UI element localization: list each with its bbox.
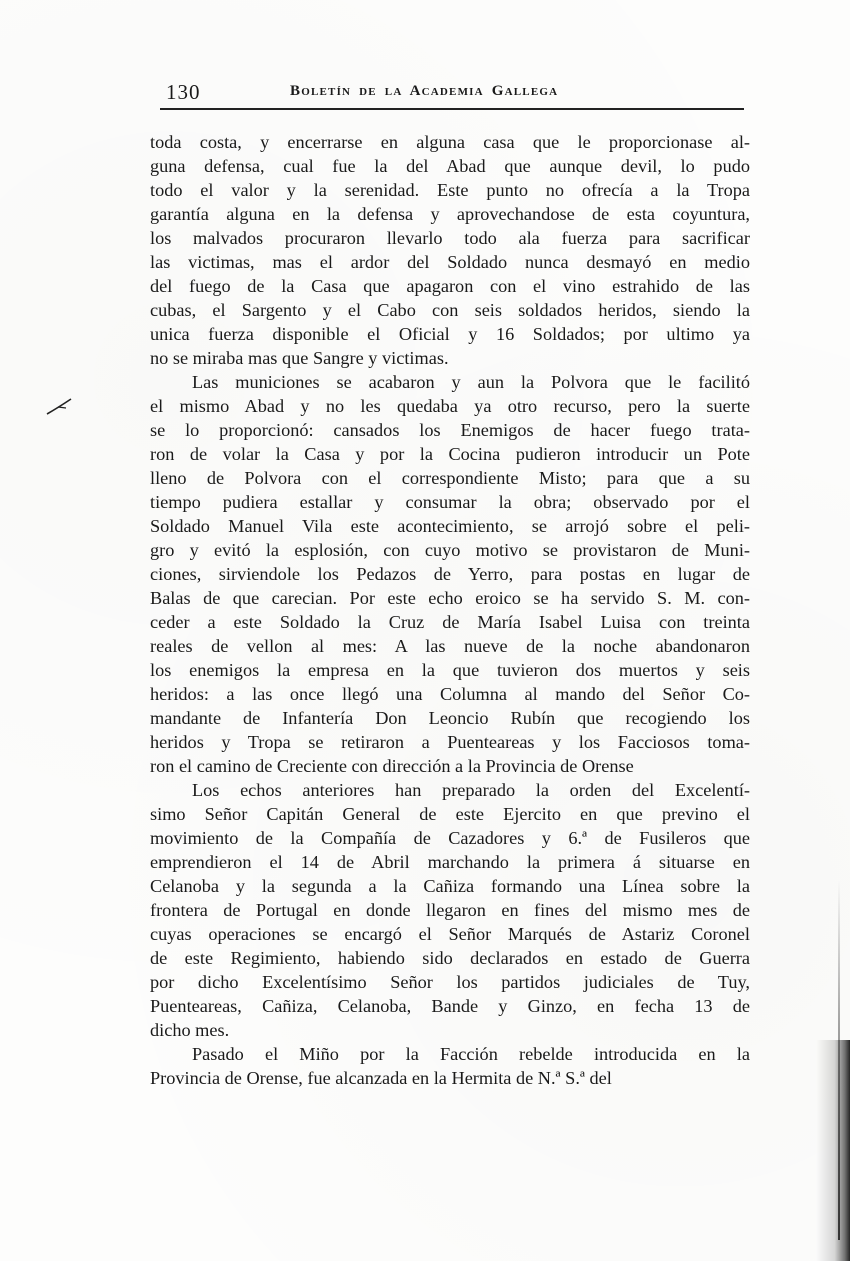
text-line: frontera de Portugal en donde llegaron en fines del mismo mes de: [150, 900, 750, 920]
text-line: los enemigos la empresa en la que tuvieron dos muertos y seis: [150, 660, 750, 680]
journal-title: Boletín de la Academia Gallega: [290, 83, 559, 99]
text-line: toda costa, y encerrarse en alguna casa que le proporcionase al-: [150, 132, 750, 152]
text-line: Las municiones se acabaron y aun la Polvora que le facilitó: [192, 372, 750, 392]
header-rule: [160, 108, 744, 110]
text-line: no se miraba mas que Sangre y victimas.: [150, 348, 449, 368]
text-line: los malvados procuraron llevarlo todo ala fuerza para sacrificar: [150, 228, 750, 248]
text-line: todo el valor y la serenidad. Este punto no ofrecía a la Tropa: [150, 180, 750, 200]
text-line: ron el camino de Creciente con dirección a la Provincia de Orense: [150, 756, 634, 776]
text-line: cuyas operaciones se encargó el Señor Marqués de Astariz Coronel: [150, 924, 750, 944]
text-line: cubas, el Sargento y el Cabo con seis soldados heridos, siendo la: [150, 300, 750, 320]
text-line: reales de vellon al mes: A las nueve de la noche abandonaron: [150, 636, 750, 656]
text-line: tiempo pudiera estallar y consumar la obra; observado por el: [150, 492, 750, 512]
text-line: Celanoba y la segunda a la Cañiza formando una Línea sobre la: [150, 876, 750, 896]
text-line: guna defensa, cual fue la del Abad que aunque devil, lo pudo: [150, 156, 750, 176]
running-head: [166, 80, 744, 106]
text-line: se lo proporcionó: cansados los Enemigos de hacer fuego trata-: [150, 420, 750, 440]
text-line: de este Regimiento, habiendo sido declarados en estado de Guerra: [150, 948, 750, 968]
text-line: Balas de que carecian. Por este echo eroico se ha servido S. M. con-: [150, 588, 750, 608]
text-line: emprendieron el 14 de Abril marchando la primera á situarse en: [150, 852, 750, 872]
text-line: heridos: a las once llegó una Columna al mando del Señor Co-: [150, 684, 750, 704]
text-line: el mismo Abad y no les quedaba ya otro recurso, pero la suerte: [150, 396, 750, 416]
text-line: Soldado Manuel Vila este acontecimiento, se arrojó sobre el peli-: [150, 516, 750, 536]
text-line: por dicho Excelentísimo Señor los partidos judiciales de Tuy,: [150, 972, 750, 992]
text-line: mandante de Infantería Don Leoncio Rubín que recogiendo los: [150, 708, 750, 728]
text-line: lleno de Polvora con el correspondiente Misto; para que a su: [150, 468, 750, 488]
page-edge-shadow: [816, 1040, 850, 1261]
text-line: gro y evitó la esplosión, con cuyo motivo se provistaron de Muni-: [150, 540, 750, 560]
text-line: Los echos anteriores han preparado la orden del Excelentí-: [192, 780, 750, 800]
text-line: simo Señor Capitán General de este Ejercito en que previno el: [150, 804, 750, 824]
text-line: Puenteareas, Cañiza, Celanoba, Bande y Ginzo, en fecha 13 de: [150, 996, 750, 1016]
text-line: dicho mes.: [150, 1020, 230, 1040]
text-line: las victimas, mas el ardor del Soldado nunca desmayó en medio: [150, 252, 750, 272]
text-line: ciones, sirviendole los Pedazos de Yerro, para postas en lugar de: [150, 564, 750, 584]
text-line: ron de volar la Casa y por la Cocina pudieron introducir un Pote: [150, 444, 750, 464]
page-number: 130: [166, 80, 201, 104]
text-line: del fuego de la Casa que apagaron con el vino estrahido de las: [150, 276, 750, 296]
text-line: Provincia de Orense, fue alcanzada en la Hermita de N.ª S.ª del: [150, 1068, 612, 1088]
text-line: unica fuerza disponible el Oficial y 16 Soldados; por ultimo ya: [150, 324, 750, 344]
body-text: [150, 130, 750, 1090]
margin-pen-mark: [46, 398, 72, 416]
text-line: ceder a este Soldado la Cruz de María Isabel Luisa con treinta: [150, 612, 750, 632]
text-line: heridos y Tropa se retiraron a Puenteareas y los Facciosos toma-: [150, 732, 750, 752]
text-line: Pasado el Miño por la Facción rebelde introducida en la: [192, 1044, 750, 1064]
text-line: garantía alguna en la defensa y aprovechandose de esta coyuntura,: [150, 204, 750, 224]
text-line: movimiento de la Compañía de Cazadores y 6.ª de Fusileros que: [150, 828, 750, 848]
